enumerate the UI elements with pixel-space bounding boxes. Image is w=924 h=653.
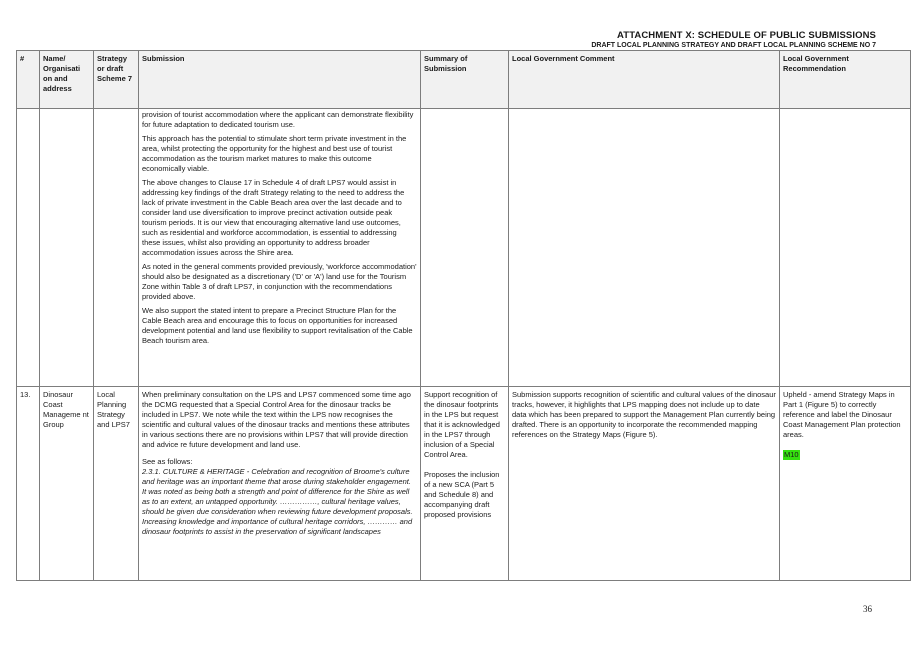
cell-number: 13. [17, 387, 40, 581]
col-header-name: Name/ Organisati on and address [40, 51, 94, 109]
submission-paragraph: As noted in the general comments provided previously, 'workforce accommodation' should also be designated as a discretionary ('D' or 'A') land use for the Tourism Zone within Table 3 of draft LPS7, in conjunction with the recommendations provided above. [142, 262, 417, 301]
col-header-comment: Local Government Comment [509, 51, 780, 109]
cell-strategy: Local Planning Strategy and LPS7 [94, 387, 139, 581]
cell-recommendation [780, 387, 911, 581]
cell-name: Dinosaur Coast Manageme nt Group [40, 387, 94, 581]
cell-comment: Submission supports recognition of scientific and cultural values of the dinosaur tracks, however, it highlights that LPS mapping does not include up to date data which has been prepared to support the Management Plan currently being drafted. There is an opportunity to incorporate the recommended mapping references on the Strategy Maps (Figure 5). [509, 387, 780, 581]
document-subtitle: DRAFT LOCAL PLANNING STRATEGY AND DRAFT LOCAL PLANNING SCHEME NO 7 [591, 42, 876, 49]
modification-tag: M10 [784, 450, 799, 459]
submission-paragraph: The above changes to Clause 17 in Schedule 4 of draft LPS7 would assist in addressing key findings of the draft Strategy relating to the need to address the lack of private investment in the Cable Beach area over the last decade and to consider land use diversification to improve precinct activation outside peak tourism periods. It is our view that encouraging alternative land use outcomes, such as residential and workforce accommodation, is essential to addressing these issues, whilst also providing an opportunity to address broader accommodation issues across the Shire area. [142, 178, 405, 257]
cell-submission [139, 109, 421, 387]
table-header-row [17, 51, 911, 109]
table-row-continued [17, 109, 911, 387]
col-header-recommendation: Local Government Recommendation [780, 51, 911, 109]
cell-recommendation [780, 109, 911, 387]
document-title: ATTACHMENT X: SCHEDULE OF PUBLIC SUBMISSIONS [617, 30, 876, 41]
page-number: 36 [863, 604, 872, 614]
col-header-strategy: Strategy or draft Scheme 7 [94, 51, 139, 109]
submissions-table [16, 50, 911, 581]
summary-text: Proposes the inclusion of a new SCA (Part 5 and Schedule 8) and accompanying draft proposed provisions [424, 470, 500, 519]
submission-paragraph: provision of tourist accommodation where the applicant can demonstrate flexibility for future adaptation to dedicated tourism use. [142, 110, 414, 129]
strategy-quote: 2.3.1. CULTURE & HERITAGE - Celebration and recognition of Broome's culture and heritage was an important theme that arose during stakeholder engagement. It was noted as being both a strength and point of difference for the Shire as well as to an extent, an untapped opportunity. ……………, cultural heritage values, should be given due consideration when reviewing future development proposals. Increasing knowledge and importance of cultural heritage corridors, ………… and dinosaur footprints to assist in the preservation of significant landscapes [142, 467, 413, 536]
cell-submission [139, 387, 421, 581]
table-row-13 [17, 387, 911, 581]
submission-paragraph: This approach has the potential to stimulate short term private investment in the area, whilst protecting the opportunity for the highest and best use of tourist accommodation as the tourism market matures to make this outcome economically viable. [142, 134, 407, 173]
cell-comment [509, 109, 780, 387]
cell-name [40, 109, 94, 387]
cell-strategy [94, 109, 139, 387]
submission-paragraph: We also support the stated intent to prepare a Precinct Structure Plan for the Cable Beach area and encourage this to focus on opportunities for increased development potential and land use flexibility to support revitalisation of the Cable Beach tourism area. [142, 306, 413, 345]
cell-summary [421, 109, 509, 387]
cell-summary [421, 387, 509, 581]
col-header-submission: Submission [139, 51, 421, 109]
see-as-follows: See as follows: [142, 457, 193, 466]
submission-intro: When preliminary consultation on the LPS and LPS7 commenced some time ago the DCMG requested that a Special Control Area for the dinosaur tracks be included in LPS7. We note while the text within the LPS now recognises the scientific and cultural values of the dinosaur tracks and mentions these attributes in various sections there are no provisions within LPS7 that will provide direction and advice re future development and land use. [142, 390, 411, 449]
recommendation-text: Upheld - amend Strategy Maps in Part 1 (Figure 5) to correctly reference and label the Dinosaur Coast Management Plan protection areas. [783, 390, 901, 439]
col-header-summary: Summary of Submission [421, 51, 509, 109]
col-header-number: # [17, 51, 40, 109]
cell-number [17, 109, 40, 387]
summary-text: Support recognition of the dinosaur footprints in the LPS but request that it is acknowledged in the LPS7 through inclusion of a Special Control Area. [424, 390, 500, 459]
